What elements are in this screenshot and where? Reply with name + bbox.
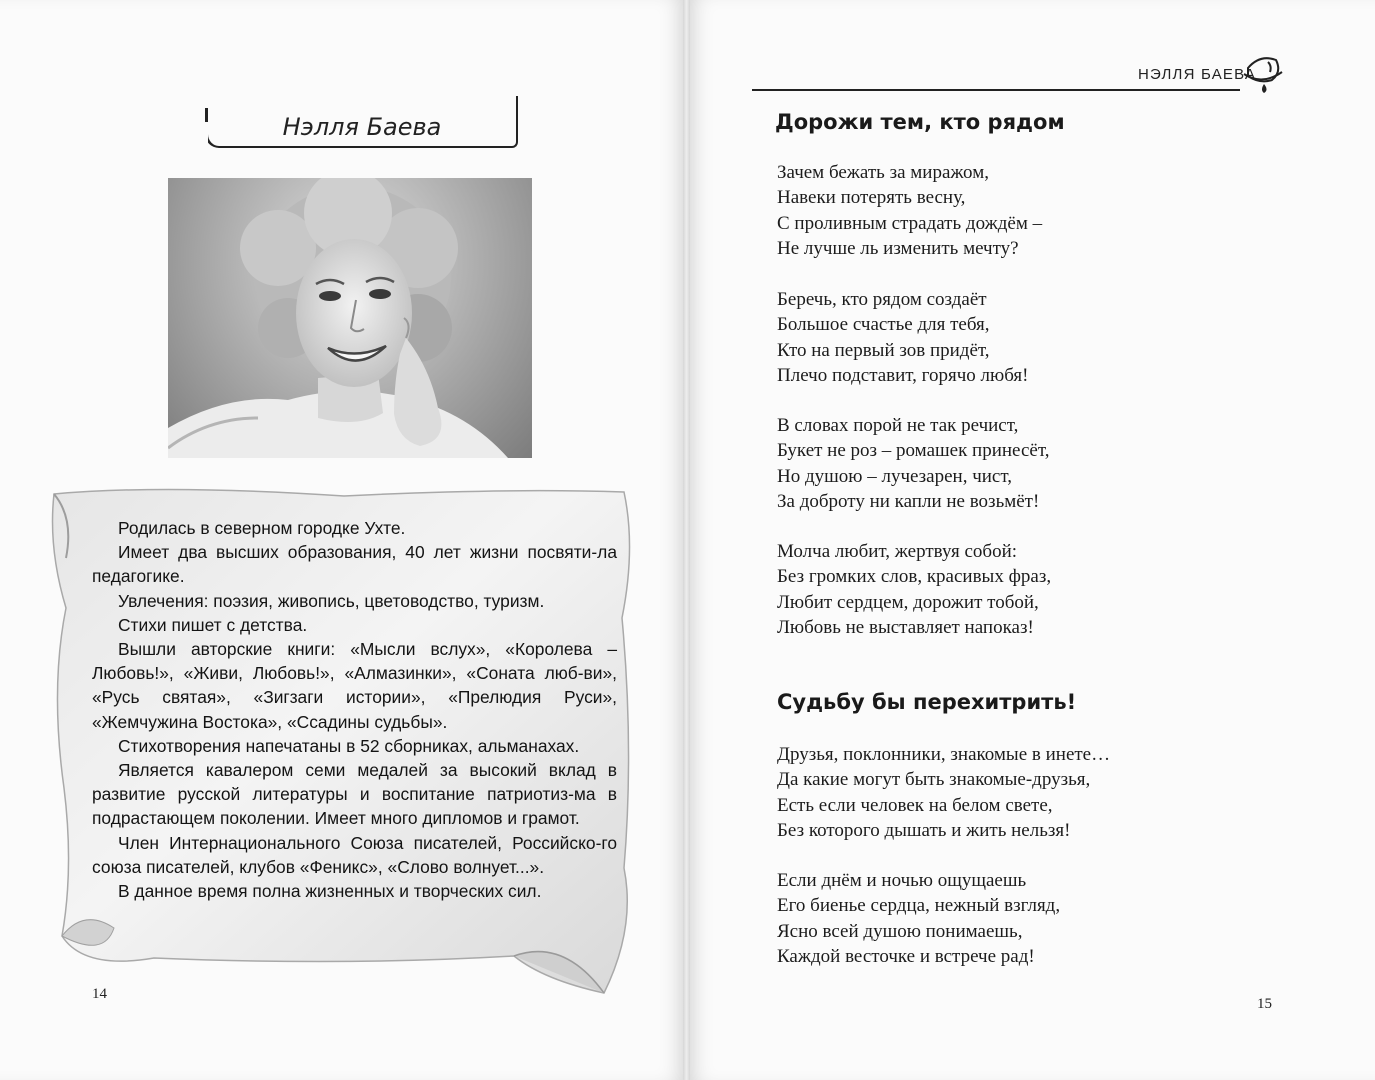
poem-line: Большое счастье для тебя, (777, 314, 990, 336)
poem-line: Беречь, кто рядом создаёт (777, 289, 987, 310)
poem-line: Молча любит, жертвуя собой: (777, 541, 1018, 562)
bio-paragraph: Имеет два высших образования, 40 лет жизни посвяти-ла педагогике. (92, 542, 617, 587)
poem-line: Навеки потерять весну, (777, 187, 966, 209)
poem-stanza (777, 287, 1028, 388)
poem-stanza (777, 539, 1051, 640)
poem-line: В словах порой не так речист, (777, 415, 1019, 436)
bio-paragraph: Вышли авторские книги: «Мысли вслух», «Королева – Любовь!», «Живи, Любовь!», «Алмазинки», «Соната люб-ви», «Русь святая», «Зигзаги истории», «Прелюдия Руси», «Жемчужина Востока», «Ссадины судьбы». (92, 639, 617, 732)
book-gutter (683, 0, 690, 1080)
poem-line: Есть если человек на белом свете, (777, 794, 1053, 816)
poem-line: Плечо подставит, горячо любя! (777, 364, 1029, 386)
poem-stanza (777, 160, 1042, 261)
poem-line: Букет не роз – ромашек принесёт, (777, 440, 1050, 462)
portrait-photo-icon (168, 178, 532, 458)
page-number-left: 14 (92, 986, 107, 1002)
poem-line: Друзья, поклонники, знакомые в инете… (777, 744, 1111, 765)
poem-line: Но душою – лучезарен, чист, (777, 465, 1012, 487)
poem-line: Без которого дышать и жить нельзя! (777, 819, 1071, 841)
author-name: Нэлля Баева (282, 113, 442, 141)
author-bio (92, 516, 617, 903)
poem-stanza (777, 742, 1110, 843)
header-rule (752, 89, 1240, 91)
poem-line: Каждой весточке и встрече рад! (777, 945, 1035, 967)
poem-line: Да какие могут быть знакомые-друзья, (777, 769, 1091, 791)
poem-line: Его биенье сердца, нежный взгляд, (777, 895, 1061, 917)
poem-stanza (777, 868, 1060, 969)
bio-paragraph: В данное время полна жизненных и творческих сил. (118, 881, 542, 902)
bio-paragraph: Член Интернационального Союза писателей, Российско-го союза писателей, клубов «Феникс», «Слово волнует...». (92, 832, 617, 877)
poem-line: Зачем бежать за миражом, (777, 162, 989, 183)
poem-line: За доброту ни капли не возьмёт! (777, 490, 1040, 512)
poem-title: Дорожи тем, кто рядом (775, 110, 1065, 134)
poem-line: С проливным страдать дождём – (777, 212, 1043, 234)
hat-ornament-icon (1242, 50, 1284, 94)
bio-paragraph: Родилась в северном городке Ухте. (118, 518, 406, 538)
poem-line: Кто на первый зов придёт, (777, 339, 990, 361)
page-number-right: 15 (1257, 996, 1272, 1012)
poem-title: Судьбу бы перехитрить! (777, 690, 1077, 714)
bio-paragraph: Является кавалером семи медалей за высокий вклад в развитие русской литературы и воспитание патриотиз-ма в подрастающем поколении. Имеет много дипломов и грамот. (92, 760, 617, 829)
poem-stanza (777, 413, 1049, 514)
author-portrait (168, 178, 532, 458)
bio-paragraph: Стихи пишет с детства. (118, 614, 308, 635)
poem-line: Не лучше ль изменить мечту? (777, 237, 1019, 259)
poem-line: Любит сердцем, дорожит тобой, (777, 591, 1039, 613)
bio-paragraph: Увлечения: поэзия, живопись, цветоводство, туризм. (118, 590, 545, 611)
running-head: НЭЛЛЯ БАЕВА (1138, 66, 1257, 83)
poem-line: Без громких слов, красивых фраз, (777, 566, 1052, 588)
author-name-plate (205, 108, 518, 148)
poem-line: Ясно всей душою понимаешь, (777, 920, 1023, 942)
poem-line: Любовь не выставляет напоказ! (777, 616, 1034, 638)
poem-line: Если днём и ночью ощущаешь (777, 870, 1027, 891)
bio-paragraph: Стихотворения напечатаны в 52 сборниках, альманахах. (118, 735, 580, 756)
